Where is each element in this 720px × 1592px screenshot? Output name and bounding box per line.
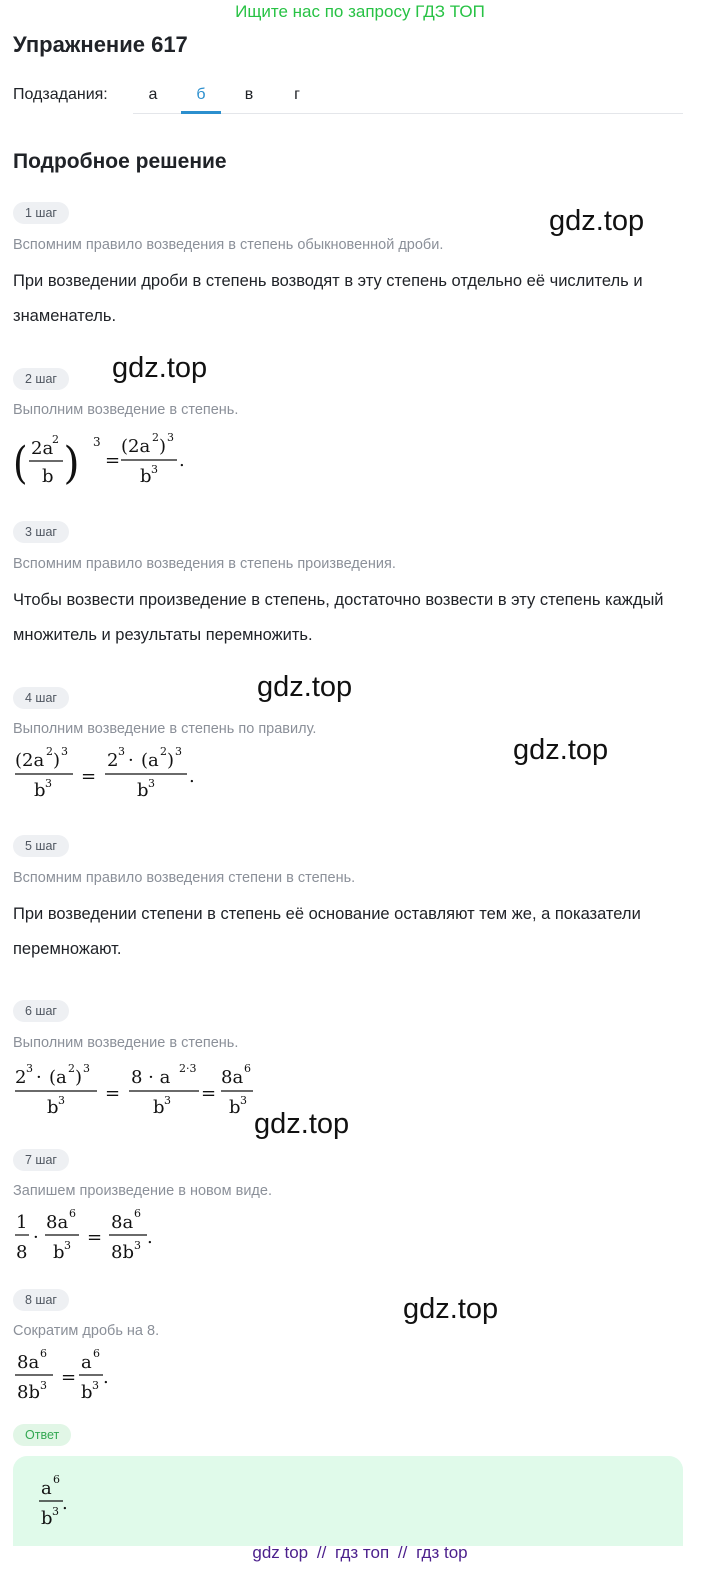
svg-text:=: = bbox=[81, 766, 97, 787]
svg-text:2: 2 bbox=[68, 1062, 75, 1075]
svg-text:3: 3 bbox=[52, 1505, 59, 1518]
svg-text:b: b bbox=[42, 466, 54, 487]
svg-text:8b: 8b bbox=[17, 1382, 40, 1403]
step-badge: 6 шаг bbox=[13, 1000, 69, 1022]
svg-text:=: = bbox=[61, 1367, 77, 1388]
step-hint: Запишем произведение в новом виде. bbox=[13, 1183, 272, 1199]
footer-separator: // bbox=[397, 1543, 408, 1562]
svg-text:2: 2 bbox=[15, 1067, 27, 1088]
step-hint: Вспомним правило возведения в степень обыкновенной дроби. bbox=[13, 237, 444, 253]
step-badge: 5 шаг bbox=[13, 835, 69, 857]
svg-text:3: 3 bbox=[118, 745, 125, 758]
svg-text:6: 6 bbox=[93, 1347, 100, 1360]
svg-text:b: b bbox=[47, 1097, 59, 1118]
step-hint: Вспомним правило возведения в степень произведения. bbox=[13, 556, 396, 572]
svg-text:2: 2 bbox=[107, 750, 119, 771]
watermark: gdz.top bbox=[403, 1293, 499, 1325]
svg-text:(: ( bbox=[13, 437, 28, 489]
page-title: Упражнение 617 bbox=[13, 32, 188, 57]
svg-text:b: b bbox=[140, 466, 152, 487]
watermark: gdz.top bbox=[513, 734, 609, 766]
svg-text:.: . bbox=[103, 1367, 109, 1388]
svg-text:1: 1 bbox=[16, 1212, 28, 1233]
step-badge: 7 шаг bbox=[13, 1149, 69, 1171]
step-badge: 4 шаг bbox=[13, 687, 69, 709]
svg-text:8b: 8b bbox=[111, 1242, 134, 1263]
svg-text:=: = bbox=[201, 1083, 217, 1104]
step-hint: Выполним возведение в степень по правилу. bbox=[13, 721, 317, 737]
svg-text:.: . bbox=[179, 450, 185, 471]
svg-text:3: 3 bbox=[58, 1094, 65, 1107]
svg-text:3: 3 bbox=[64, 1239, 71, 1252]
svg-text:3: 3 bbox=[40, 1379, 47, 1392]
step-hint: Сократим дробь на 8. bbox=[13, 1323, 160, 1339]
svg-text:3: 3 bbox=[92, 1379, 99, 1392]
svg-text:b: b bbox=[137, 780, 149, 801]
answer-formula bbox=[37, 1466, 117, 1546]
watermark: gdz.top bbox=[112, 352, 208, 384]
svg-text:b: b bbox=[41, 1508, 53, 1529]
svg-text:6: 6 bbox=[40, 1347, 47, 1360]
svg-text:6: 6 bbox=[134, 1207, 141, 1220]
svg-text:=: = bbox=[105, 1083, 121, 1104]
step-hint: Выполним возведение в степень. bbox=[13, 1035, 239, 1051]
svg-text:3: 3 bbox=[134, 1239, 141, 1252]
svg-text:2·3: 2·3 bbox=[179, 1062, 197, 1075]
svg-text:3: 3 bbox=[151, 463, 158, 476]
svg-text:2a: 2a bbox=[31, 438, 54, 459]
svg-text:3: 3 bbox=[26, 1062, 33, 1075]
svg-text:(a: (a bbox=[49, 1067, 67, 1088]
svg-text:8a: 8a bbox=[111, 1212, 134, 1233]
svg-text:·: · bbox=[33, 1227, 39, 1248]
svg-text:3: 3 bbox=[164, 1094, 171, 1107]
svg-text:6: 6 bbox=[53, 1473, 60, 1486]
footer-separator: // bbox=[316, 1543, 327, 1562]
svg-text:3: 3 bbox=[45, 777, 52, 790]
tab-subtask-b[interactable]: б bbox=[196, 86, 206, 103]
footer-link[interactable]: гдз топ bbox=[335, 1543, 390, 1562]
svg-text:3: 3 bbox=[240, 1094, 247, 1107]
svg-text:(2a: (2a bbox=[121, 436, 151, 457]
step-hint: Вспомним правило возведения степени в степень. bbox=[13, 870, 356, 886]
step-hint: Выполним возведение в степень. bbox=[13, 402, 239, 418]
svg-text:.: . bbox=[62, 1493, 68, 1514]
watermark: gdz.top bbox=[254, 1108, 350, 1140]
formula-step-7 bbox=[13, 1202, 193, 1268]
svg-text:2: 2 bbox=[46, 745, 53, 758]
svg-text:): ) bbox=[159, 436, 167, 457]
svg-text:2: 2 bbox=[152, 431, 159, 444]
svg-text:·: · bbox=[36, 1067, 42, 1088]
svg-text:3: 3 bbox=[175, 745, 182, 758]
svg-text:(2a: (2a bbox=[15, 750, 45, 771]
svg-text:8a: 8a bbox=[221, 1067, 244, 1088]
svg-text:6: 6 bbox=[69, 1207, 76, 1220]
step-badge: 8 шаг bbox=[13, 1289, 69, 1311]
svg-text:=: = bbox=[105, 450, 121, 471]
svg-text:·: · bbox=[128, 750, 134, 771]
footer-links bbox=[0, 1543, 720, 1563]
active-tab-indicator bbox=[181, 111, 221, 114]
formula-step-2 bbox=[13, 422, 213, 498]
svg-text:): ) bbox=[63, 438, 80, 490]
svg-text:b: b bbox=[81, 1382, 93, 1403]
svg-text:b: b bbox=[153, 1097, 165, 1118]
svg-text:b: b bbox=[229, 1097, 241, 1118]
step-text: При возведении дроби в степень возводят в эту степень отдельно её числитель и знаменатель. bbox=[13, 272, 643, 325]
svg-text:3: 3 bbox=[93, 435, 101, 449]
promo-banner[interactable]: Ищите нас по запросу ГДЗ ТОП bbox=[235, 2, 485, 21]
answer-box bbox=[13, 1456, 683, 1546]
footer-link[interactable]: gdz top bbox=[252, 1543, 309, 1562]
tab-subtask-a[interactable]: а bbox=[148, 86, 158, 103]
watermark: gdz.top bbox=[549, 205, 645, 237]
footer-link[interactable]: гдз top bbox=[416, 1543, 468, 1562]
svg-text:3: 3 bbox=[148, 777, 155, 790]
step-text: Чтобы возвести произведение в степень, достаточно возвести в эту степень каждый множитель и результаты перемножить. bbox=[13, 591, 664, 644]
subtasks-label: Подзадания: bbox=[13, 86, 108, 103]
svg-text:): ) bbox=[53, 750, 61, 771]
svg-text:8: 8 bbox=[16, 1242, 28, 1263]
svg-text:8 · a: 8 · a bbox=[131, 1067, 171, 1088]
svg-text:6: 6 bbox=[244, 1062, 251, 1075]
svg-text:3: 3 bbox=[167, 431, 174, 444]
svg-text:=: = bbox=[87, 1227, 103, 1248]
formula-step-8 bbox=[13, 1342, 153, 1408]
svg-text:a: a bbox=[41, 1478, 52, 1499]
step-badge: 2 шаг bbox=[13, 368, 69, 390]
svg-text:8a: 8a bbox=[17, 1352, 40, 1373]
svg-text:3: 3 bbox=[83, 1062, 90, 1075]
watermark: gdz.top bbox=[257, 671, 353, 703]
svg-text:b: b bbox=[34, 780, 46, 801]
tab-subtask-g[interactable]: г bbox=[294, 86, 300, 103]
section-title: Подробное решение bbox=[13, 150, 227, 173]
formula-step-4 bbox=[13, 740, 233, 806]
step-text: При возведении степени в степень её основание оставляют тем же, а показатели перемножают. bbox=[13, 905, 641, 958]
svg-text:3: 3 bbox=[61, 745, 68, 758]
svg-text:): ) bbox=[75, 1067, 83, 1088]
svg-text:.: . bbox=[147, 1227, 153, 1248]
formula-step-6 bbox=[13, 1055, 273, 1123]
svg-text:): ) bbox=[167, 750, 175, 771]
svg-text:b: b bbox=[53, 1242, 65, 1263]
svg-text:2: 2 bbox=[160, 745, 167, 758]
svg-text:a: a bbox=[81, 1352, 92, 1373]
svg-text:2: 2 bbox=[52, 433, 59, 446]
svg-text:(a: (a bbox=[141, 750, 159, 771]
svg-text:.: . bbox=[189, 766, 195, 787]
answer-badge: Ответ bbox=[13, 1424, 71, 1446]
step-badge: 1 шаг bbox=[13, 202, 69, 224]
svg-text:8a: 8a bbox=[46, 1212, 69, 1233]
tab-subtask-v[interactable]: в bbox=[244, 86, 254, 103]
step-badge: 3 шаг bbox=[13, 521, 69, 543]
